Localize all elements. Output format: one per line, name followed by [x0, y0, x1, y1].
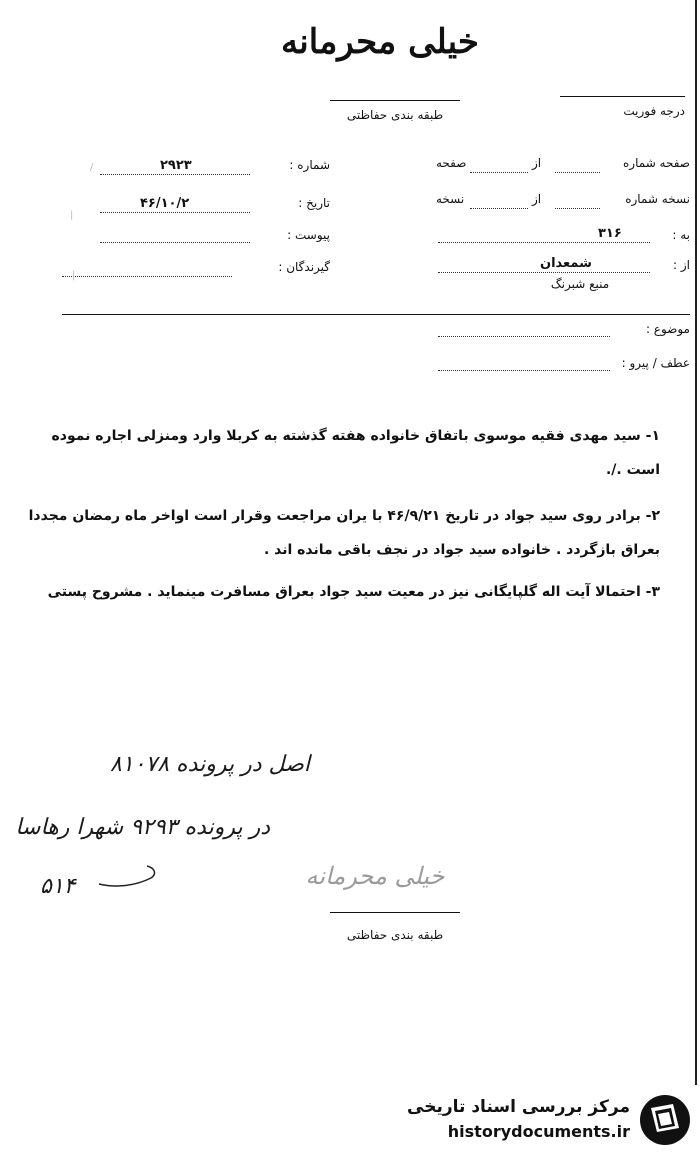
handwritten-note-1: اصل در پرونده ۸۱۰۷۸ [109, 752, 310, 777]
archive-logo-icon [638, 1093, 692, 1147]
header-divider [62, 314, 690, 315]
number-label: شماره : [289, 158, 330, 172]
reference-dots [438, 370, 610, 371]
page-total-dots [470, 172, 528, 173]
date-label: تاریخ : [298, 196, 330, 210]
handwritten-note-3: ۵۱۴ [40, 874, 76, 899]
priority-line [560, 96, 685, 97]
classification-label-bottom: طبقه بندی حفاظتی [346, 928, 444, 942]
subject-dots [438, 336, 610, 337]
scan-speck: | [70, 210, 74, 221]
handwritten-note-2: در پرونده ۹۲۹۳ شهرا رهاسا [15, 815, 270, 840]
source-label: منبع شبرنگ [550, 277, 610, 291]
footer-watermark [400, 1085, 700, 1155]
body-line-2: است ./. [605, 462, 660, 478]
copy-number-dots [555, 208, 600, 209]
attachment-label: پیوست : [287, 228, 330, 242]
recipients-dots [62, 276, 232, 277]
to-dots [438, 242, 650, 243]
from-value: شمعدان [540, 256, 592, 271]
faint-signature: خیلی محرمانه [305, 862, 445, 890]
scan-speck: | [72, 270, 76, 281]
copy-word: نسخه [436, 192, 465, 206]
copy-total-dots [470, 208, 528, 209]
copy-of-label: از [532, 192, 542, 206]
priority-label: درجه فوریت [623, 104, 685, 118]
number-dots [100, 174, 250, 175]
page-number-label: صفحه شماره [623, 156, 690, 170]
reference-label: عطف / پیرو : [621, 356, 690, 370]
page-of-label: از [532, 156, 542, 170]
body-line-4: بعراق بازگردد . خانواده سید جواد در نجف باقی مانده اند . [263, 542, 660, 558]
date-value: ۴۶/۱۰/۲ [140, 196, 190, 211]
from-label: از : [673, 258, 690, 272]
document-title: خیلی محرمانه [281, 22, 479, 62]
page-word: صفحه [436, 156, 467, 170]
logo-url: historydocuments.ir [447, 1122, 630, 1141]
scan-speck: / [90, 162, 94, 173]
date-dots [100, 212, 250, 213]
page-edge [695, 0, 697, 1155]
classification-line-top [330, 100, 460, 101]
logo-name: مرکز بررسی اسناد تاریخی [407, 1097, 630, 1117]
classification-label-top: طبقه بندی حفاظتی [346, 108, 444, 122]
from-dots [438, 272, 650, 273]
to-label: به : [672, 228, 690, 242]
copy-number-label: نسخه شماره [625, 192, 690, 206]
handwritten-stroke-icon [95, 858, 165, 894]
body-line-3: ۲- برادر روی سید جواد در تاریخ ۴۶/۹/۲۱ با یران مراجعت وقرار است اواخر ماه رمضان مجددا [28, 508, 660, 524]
body-line-5: ۳- احتمالا آیت اله گلپایگانی نیز در معیت سید جواد بعراق مسافرت مینماید . مشروح پستی [47, 584, 660, 600]
number-value: ۲۹۲۳ [160, 158, 192, 173]
attachment-dots [100, 242, 250, 243]
classification-line-bottom [330, 912, 460, 913]
page-number-dots [555, 172, 600, 173]
body-line-1: ۱- سید مهدی فقیه موسوی باتفاق خانواده هفته گذشته به کربلا وارد ومنزلی اجاره نموده [51, 428, 660, 444]
recipients-label: گیرندگان : [278, 260, 330, 274]
subject-label: موضوع : [645, 322, 690, 336]
to-value: ۳۱۶ [598, 226, 622, 241]
